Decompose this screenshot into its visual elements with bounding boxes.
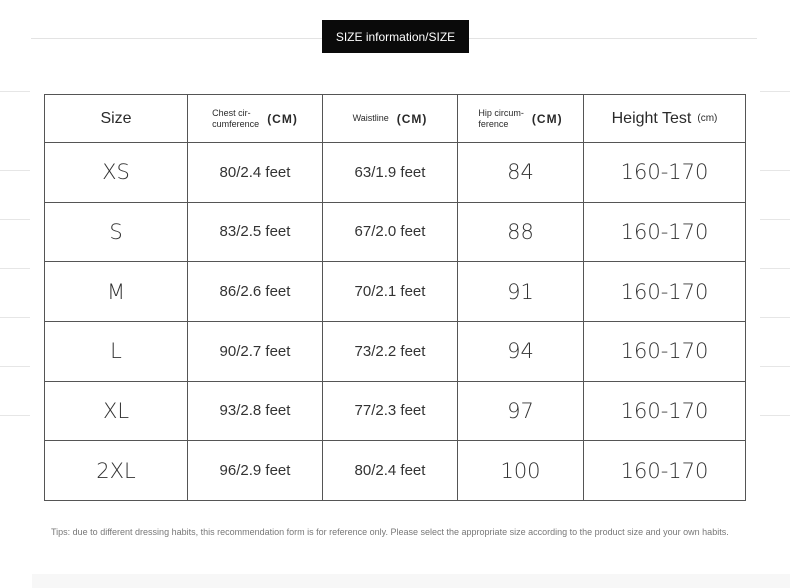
cell-height: 160-170 <box>584 381 746 441</box>
table-row <box>45 202 746 262</box>
cell-size: 2XL <box>45 441 188 501</box>
header-height-unit: (cm) <box>697 113 718 124</box>
header-height <box>584 95 746 143</box>
cell-chest: 93/2.8 feet <box>188 381 323 441</box>
cell-height: 160-170 <box>584 202 746 262</box>
header-chest <box>188 95 323 143</box>
background-stub-left <box>0 170 30 171</box>
background-stub-left <box>0 268 30 269</box>
background-stub-left <box>0 219 30 220</box>
bottom-band <box>32 574 790 588</box>
cell-waist: 67/2.0 feet <box>323 202 458 262</box>
header-hip <box>458 95 584 143</box>
cell-hip: 94 <box>458 321 584 381</box>
background-stub-right <box>760 91 790 92</box>
cell-height: 160-170 <box>584 262 746 322</box>
size-chart-table <box>44 94 746 501</box>
cell-chest: 90/2.7 feet <box>188 321 323 381</box>
background-stub-right <box>760 366 790 367</box>
background-stub-left <box>0 415 30 416</box>
cell-waist: 70/2.1 feet <box>323 262 458 322</box>
header-hip-unit: (CM) <box>531 111 563 126</box>
cell-waist: 77/2.3 feet <box>323 381 458 441</box>
cell-waist: 80/2.4 feet <box>323 441 458 501</box>
header-waist-label: Waistline <box>352 113 389 123</box>
background-stub-right <box>760 317 790 318</box>
size-info-banner: SIZE information/SIZE <box>322 20 469 53</box>
cell-chest: 83/2.5 feet <box>188 202 323 262</box>
header-waist-unit: (CM) <box>396 111 428 126</box>
header-waist <box>323 95 458 143</box>
cell-chest: 96/2.9 feet <box>188 441 323 501</box>
background-stub-right <box>760 268 790 269</box>
table-header-row <box>45 95 746 143</box>
table-row <box>45 143 746 203</box>
cell-height: 160-170 <box>584 321 746 381</box>
background-stub-right <box>760 170 790 171</box>
background-stub-right <box>760 219 790 220</box>
cell-waist: 63/1.9 feet <box>323 143 458 203</box>
cell-hip: 88 <box>458 202 584 262</box>
header-hip-label: Hip circum- ference <box>478 107 524 129</box>
cell-height: 160-170 <box>584 143 746 203</box>
header-size <box>45 95 188 143</box>
header-chest-label: Chest cir- cumference <box>212 107 260 129</box>
header-height-label: Height Test <box>611 109 692 127</box>
table-row <box>45 381 746 441</box>
background-stub-right <box>760 415 790 416</box>
cell-size: L <box>45 321 188 381</box>
cell-waist: 73/2.2 feet <box>323 321 458 381</box>
cell-chest: 80/2.4 feet <box>188 143 323 203</box>
background-stub-left <box>0 91 30 92</box>
table-row <box>45 262 746 322</box>
background-stub-left <box>0 317 30 318</box>
cell-hip: 97 <box>458 381 584 441</box>
background-stub-left <box>0 366 30 367</box>
cell-size: M <box>45 262 188 322</box>
cell-size: S <box>45 202 188 262</box>
cell-chest: 86/2.6 feet <box>188 262 323 322</box>
cell-hip: 84 <box>458 143 584 203</box>
cell-size: XS <box>45 143 188 203</box>
cell-size: XL <box>45 381 188 441</box>
header-size-label: Size <box>100 109 132 127</box>
table-row <box>45 321 746 381</box>
cell-height: 160-170 <box>584 441 746 501</box>
cell-hip: 100 <box>458 441 584 501</box>
header-chest-unit: (CM) <box>267 111 298 126</box>
tips-note: Tips: due to different dressing habits, this recommendation form is for reference only. Please select the appropriate size according to the product size and your own habits. <box>51 527 729 537</box>
table-row <box>45 441 746 501</box>
cell-hip: 91 <box>458 262 584 322</box>
